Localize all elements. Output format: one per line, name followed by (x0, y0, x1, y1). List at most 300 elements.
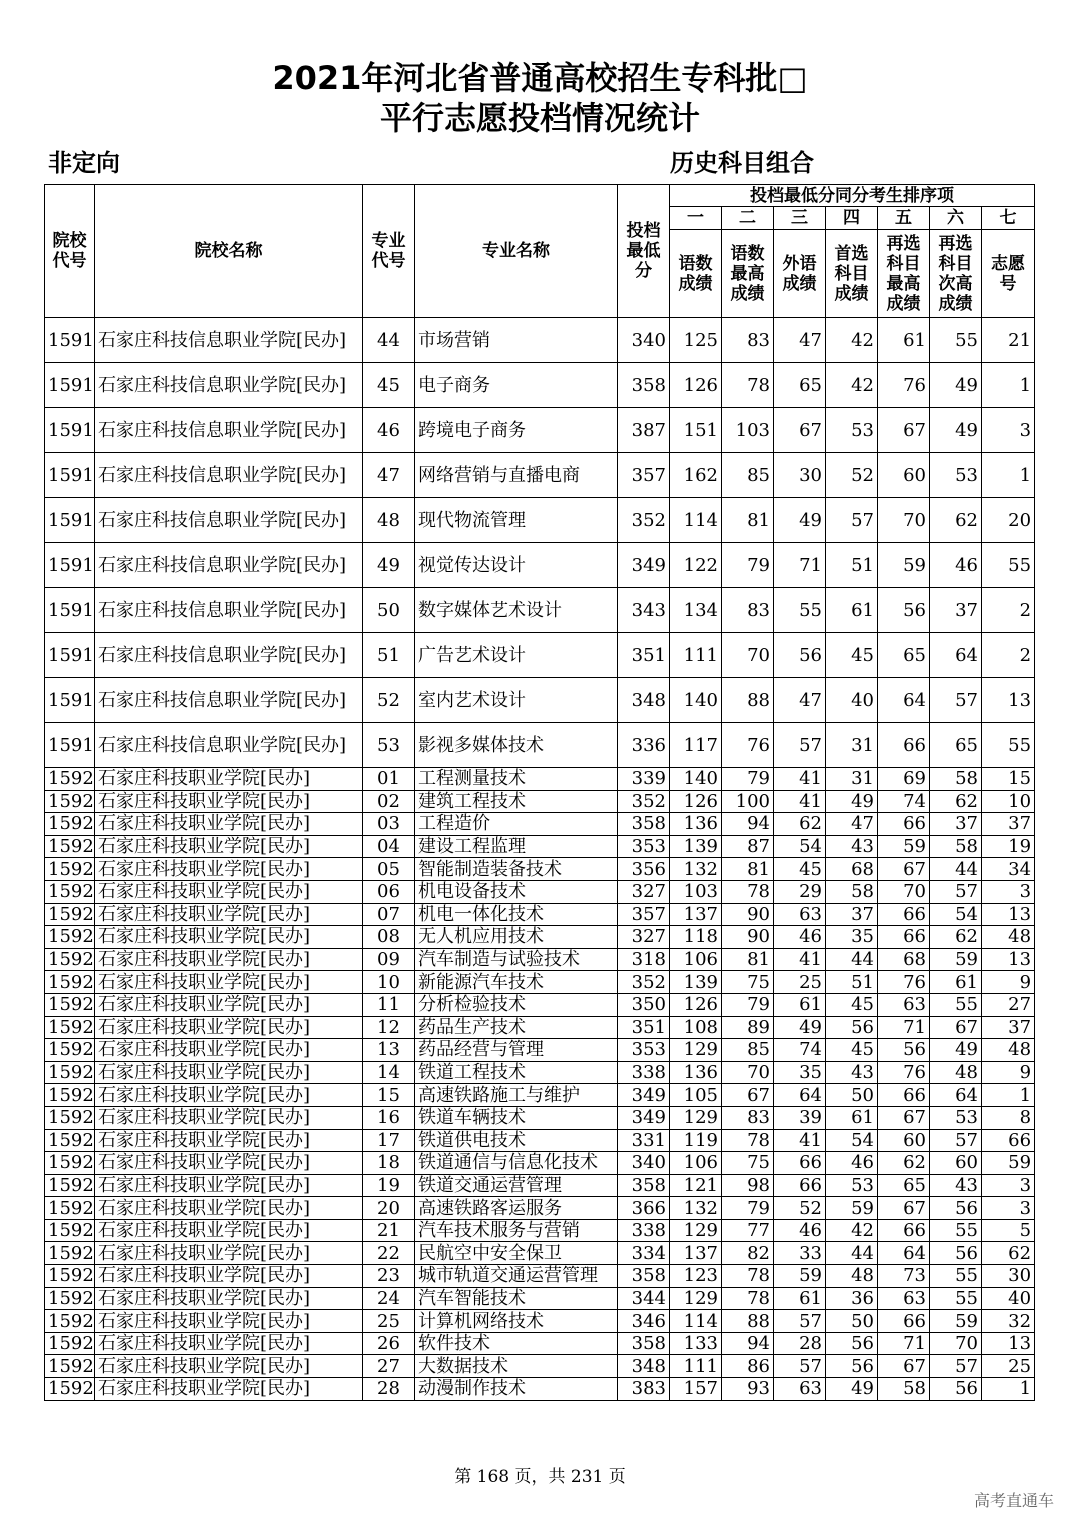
table-row (45, 1016, 1035, 1039)
cell-chinese-math: 114 (670, 498, 722, 543)
cell-second-subject-max: 76 (878, 971, 930, 994)
cell-foreign-language: 30 (774, 453, 826, 498)
cell-min-score: 344 (618, 1287, 670, 1310)
cell-min-score: 358 (618, 1332, 670, 1355)
cell-foreign-language: 49 (774, 498, 826, 543)
cell-first-subject: 54 (826, 1129, 878, 1152)
cell-first-subject: 56 (826, 1355, 878, 1378)
cell-school-code: 1592 (45, 1197, 95, 1220)
cell-chinese-math-max: 79 (722, 543, 774, 588)
cell-foreign-language: 46 (774, 926, 826, 949)
table-row (45, 768, 1035, 791)
cell-foreign-language: 52 (774, 1197, 826, 1220)
cell-preference-no: 13 (982, 948, 1035, 971)
cell-preference-no: 15 (982, 768, 1035, 791)
cell-school-name: 石家庄科技信息职业学院[民办] (95, 588, 363, 633)
cell-foreign-language: 63 (774, 1378, 826, 1401)
cell-foreign-language: 45 (774, 858, 826, 881)
cell-first-subject: 35 (826, 926, 878, 949)
table-row (45, 1197, 1035, 1220)
cell-foreign-language: 74 (774, 1039, 826, 1062)
cell-second-subject-next: 37 (930, 588, 982, 633)
cell-school-code: 1592 (45, 835, 95, 858)
cell-first-subject: 56 (826, 1016, 878, 1039)
cell-school-code: 1592 (45, 926, 95, 949)
cell-min-score: 338 (618, 1219, 670, 1242)
cell-chinese-math-max: 86 (722, 1355, 774, 1378)
cell-foreign-language: 39 (774, 1106, 826, 1129)
cell-major-name: 无人机应用技术 (415, 926, 618, 949)
cell-foreign-language: 54 (774, 835, 826, 858)
cell-preference-no: 34 (982, 858, 1035, 881)
cell-first-subject: 43 (826, 1061, 878, 1084)
cell-first-subject: 31 (826, 768, 878, 791)
cell-chinese-math-max: 83 (722, 1106, 774, 1129)
cell-school-code: 1592 (45, 1287, 95, 1310)
cell-school-code: 1592 (45, 1152, 95, 1175)
cell-major-code: 19 (363, 1174, 415, 1197)
cell-second-subject-max: 66 (878, 813, 930, 836)
cell-first-subject: 42 (826, 1219, 878, 1242)
cell-second-subject-max: 66 (878, 926, 930, 949)
cell-major-name: 城市轨道交通运营管理 (415, 1265, 618, 1288)
cell-chinese-math-max: 70 (722, 1061, 774, 1084)
cell-second-subject-max: 67 (878, 408, 930, 453)
cell-chinese-math: 111 (670, 633, 722, 678)
cell-first-subject: 51 (826, 543, 878, 588)
cell-second-subject-next: 55 (930, 1265, 982, 1288)
cell-foreign-language: 61 (774, 1287, 826, 1310)
cell-school-code: 1592 (45, 1084, 95, 1107)
cell-chinese-math: 108 (670, 1016, 722, 1039)
cell-school-code: 1592 (45, 1265, 95, 1288)
cell-first-subject: 40 (826, 678, 878, 723)
cell-chinese-math-max: 100 (722, 790, 774, 813)
cell-chinese-math-max: 75 (722, 1152, 774, 1175)
cell-foreign-language: 47 (774, 318, 826, 363)
cell-preference-no: 30 (982, 1265, 1035, 1288)
cell-first-subject: 36 (826, 1287, 878, 1310)
cell-first-subject: 56 (826, 1332, 878, 1355)
cell-chinese-math: 111 (670, 1355, 722, 1378)
cell-school-code: 1591 (45, 453, 95, 498)
cell-min-score: 358 (618, 1174, 670, 1197)
cell-major-code: 51 (363, 633, 415, 678)
cell-school-name: 石家庄科技职业学院[民办] (95, 1332, 363, 1355)
cell-chinese-math-max: 85 (722, 453, 774, 498)
cell-second-subject-max: 66 (878, 1219, 930, 1242)
cell-major-code: 02 (363, 790, 415, 813)
cell-first-subject: 61 (826, 1106, 878, 1129)
cell-chinese-math-max: 77 (722, 1219, 774, 1242)
cell-chinese-math: 114 (670, 1310, 722, 1333)
cell-min-score: 349 (618, 543, 670, 588)
cell-major-code: 28 (363, 1378, 415, 1401)
category-label: 非定向 (48, 149, 120, 177)
cell-chinese-math: 133 (670, 1332, 722, 1355)
cell-chinese-math-max: 85 (722, 1039, 774, 1062)
cell-foreign-language: 56 (774, 633, 826, 678)
cell-preference-no: 21 (982, 318, 1035, 363)
table-row (45, 971, 1035, 994)
cell-school-name: 石家庄科技职业学院[民办] (95, 926, 363, 949)
table-header (45, 185, 1035, 318)
cell-major-name: 智能制造装备技术 (415, 858, 618, 881)
cell-major-code: 26 (363, 1332, 415, 1355)
cell-second-subject-next: 49 (930, 408, 982, 453)
cell-min-score: 358 (618, 1265, 670, 1288)
header-order-num: 七 (982, 207, 1035, 230)
cell-chinese-math-max: 83 (722, 588, 774, 633)
cell-second-subject-next: 64 (930, 1084, 982, 1107)
cell-preference-no: 1 (982, 1084, 1035, 1107)
cell-second-subject-next: 53 (930, 453, 982, 498)
cell-major-name: 汽车技术服务与营销 (415, 1219, 618, 1242)
table-row (45, 1084, 1035, 1107)
cell-min-score: 318 (618, 948, 670, 971)
cell-chinese-math-max: 98 (722, 1174, 774, 1197)
cell-chinese-math: 105 (670, 1084, 722, 1107)
cell-chinese-math-max: 78 (722, 1129, 774, 1152)
cell-second-subject-next: 60 (930, 1152, 982, 1175)
cell-school-name: 石家庄科技信息职业学院[民办] (95, 318, 363, 363)
cell-school-name: 石家庄科技职业学院[民办] (95, 1016, 363, 1039)
cell-school-code: 1592 (45, 993, 95, 1016)
cell-second-subject-max: 67 (878, 1106, 930, 1129)
cell-major-name: 网络营销与直播电商 (415, 453, 618, 498)
table-row (45, 790, 1035, 813)
admission-table (44, 184, 1035, 1401)
cell-major-name: 高速铁路客运服务 (415, 1197, 618, 1220)
cell-chinese-math-max: 82 (722, 1242, 774, 1265)
cell-chinese-math: 106 (670, 948, 722, 971)
cell-first-subject: 45 (826, 1039, 878, 1062)
cell-major-code: 44 (363, 318, 415, 363)
cell-school-code: 1591 (45, 723, 95, 768)
table-row (45, 363, 1035, 408)
cell-school-code: 1592 (45, 971, 95, 994)
cell-chinese-math: 103 (670, 880, 722, 903)
cell-first-subject: 50 (826, 1310, 878, 1333)
cell-major-code: 22 (363, 1242, 415, 1265)
cell-foreign-language: 59 (774, 1265, 826, 1288)
cell-first-subject: 68 (826, 858, 878, 881)
cell-foreign-language: 57 (774, 723, 826, 768)
cell-major-code: 45 (363, 363, 415, 408)
cell-foreign-language: 67 (774, 408, 826, 453)
cell-first-subject: 52 (826, 453, 878, 498)
cell-major-code: 25 (363, 1310, 415, 1333)
cell-chinese-math: 122 (670, 543, 722, 588)
cell-chinese-math-max: 81 (722, 498, 774, 543)
cell-second-subject-max: 70 (878, 880, 930, 903)
cell-school-code: 1592 (45, 1174, 95, 1197)
header-subcol: 再选科目最高成绩 (878, 230, 930, 318)
cell-second-subject-max: 56 (878, 1039, 930, 1062)
cell-min-score: 336 (618, 723, 670, 768)
cell-chinese-math: 121 (670, 1174, 722, 1197)
cell-foreign-language: 41 (774, 768, 826, 791)
cell-second-subject-max: 60 (878, 1129, 930, 1152)
cell-second-subject-max: 68 (878, 948, 930, 971)
cell-major-name: 药品经营与管理 (415, 1039, 618, 1062)
header-subcol: 志愿号 (982, 230, 1035, 318)
table-row (45, 858, 1035, 881)
cell-chinese-math: 129 (670, 1287, 722, 1310)
cell-school-name: 石家庄科技职业学院[民办] (95, 790, 363, 813)
table-row (45, 835, 1035, 858)
cell-second-subject-max: 67 (878, 858, 930, 881)
cell-first-subject: 59 (826, 1197, 878, 1220)
cell-preference-no: 13 (982, 1332, 1035, 1355)
cell-school-name: 石家庄科技职业学院[民办] (95, 1106, 363, 1129)
table-row (45, 1219, 1035, 1242)
cell-first-subject: 58 (826, 880, 878, 903)
cell-chinese-math-max: 79 (722, 1197, 774, 1220)
cell-chinese-math: 151 (670, 408, 722, 453)
cell-chinese-math: 118 (670, 926, 722, 949)
cell-chinese-math-max: 88 (722, 678, 774, 723)
cell-second-subject-max: 66 (878, 1084, 930, 1107)
cell-major-code: 13 (363, 1039, 415, 1062)
header-tie-group: 投档最低分同分考生排序项 (670, 185, 1035, 207)
cell-preference-no: 9 (982, 1061, 1035, 1084)
cell-preference-no: 40 (982, 1287, 1035, 1310)
cell-chinese-math: 157 (670, 1378, 722, 1401)
cell-school-name: 石家庄科技职业学院[民办] (95, 1219, 363, 1242)
cell-preference-no: 13 (982, 903, 1035, 926)
cell-second-subject-max: 63 (878, 1287, 930, 1310)
cell-min-score: 334 (618, 1242, 670, 1265)
header-order-num: 三 (774, 207, 826, 230)
cell-preference-no: 2 (982, 588, 1035, 633)
cell-second-subject-next: 62 (930, 926, 982, 949)
cell-second-subject-next: 49 (930, 363, 982, 408)
cell-foreign-language: 62 (774, 813, 826, 836)
cell-major-code: 21 (363, 1219, 415, 1242)
cell-second-subject-next: 46 (930, 543, 982, 588)
cell-foreign-language: 49 (774, 1016, 826, 1039)
cell-chinese-math: 106 (670, 1152, 722, 1175)
table-row (45, 723, 1035, 768)
cell-school-name: 石家庄科技职业学院[民办] (95, 768, 363, 791)
cell-first-subject: 42 (826, 363, 878, 408)
cell-first-subject: 57 (826, 498, 878, 543)
cell-first-subject: 49 (826, 790, 878, 813)
cell-major-name: 铁道车辆技术 (415, 1106, 618, 1129)
table-row (45, 903, 1035, 926)
cell-chinese-math-max: 78 (722, 1265, 774, 1288)
cell-major-name: 室内艺术设计 (415, 678, 618, 723)
cell-school-name: 石家庄科技职业学院[民办] (95, 1378, 363, 1401)
cell-preference-no: 3 (982, 880, 1035, 903)
cell-school-name: 石家庄科技职业学院[民办] (95, 903, 363, 926)
cell-min-score: 349 (618, 1106, 670, 1129)
cell-preference-no: 20 (982, 498, 1035, 543)
cell-major-name: 建设工程监理 (415, 835, 618, 858)
cell-chinese-math-max: 94 (722, 813, 774, 836)
cell-second-subject-next: 65 (930, 723, 982, 768)
cell-major-name: 市场营销 (415, 318, 618, 363)
cell-preference-no: 55 (982, 543, 1035, 588)
cell-preference-no: 37 (982, 1016, 1035, 1039)
cell-chinese-math: 125 (670, 318, 722, 363)
subject-group-label: 历史科目组合 (670, 149, 814, 177)
cell-second-subject-max: 62 (878, 1152, 930, 1175)
cell-preference-no: 32 (982, 1310, 1035, 1333)
cell-chinese-math: 136 (670, 1061, 722, 1084)
header-major-name: 专业名称 (415, 185, 618, 318)
cell-major-code: 11 (363, 993, 415, 1016)
table-row (45, 1242, 1035, 1265)
cell-foreign-language: 33 (774, 1242, 826, 1265)
cell-chinese-math-max: 94 (722, 1332, 774, 1355)
cell-second-subject-max: 71 (878, 1016, 930, 1039)
cell-major-name: 汽车制造与试验技术 (415, 948, 618, 971)
cell-first-subject: 47 (826, 813, 878, 836)
cell-min-score: 340 (618, 318, 670, 363)
cell-min-score: 357 (618, 453, 670, 498)
cell-preference-no: 13 (982, 678, 1035, 723)
cell-school-name: 石家庄科技职业学院[民办] (95, 835, 363, 858)
cell-first-subject: 51 (826, 971, 878, 994)
cell-second-subject-next: 56 (930, 1197, 982, 1220)
cell-second-subject-max: 66 (878, 723, 930, 768)
table-row (45, 1152, 1035, 1175)
cell-foreign-language: 66 (774, 1174, 826, 1197)
cell-major-name: 民航空中安全保卫 (415, 1242, 618, 1265)
cell-school-code: 1592 (45, 1378, 95, 1401)
table-row (45, 1355, 1035, 1378)
cell-major-code: 18 (363, 1152, 415, 1175)
table-row (45, 1039, 1035, 1062)
cell-school-code: 1592 (45, 1129, 95, 1152)
cell-major-code: 49 (363, 543, 415, 588)
cell-min-score: 331 (618, 1129, 670, 1152)
cell-major-name: 铁道供电技术 (415, 1129, 618, 1152)
header-order-num: 四 (826, 207, 878, 230)
cell-preference-no: 27 (982, 993, 1035, 1016)
cell-foreign-language: 47 (774, 678, 826, 723)
cell-school-name: 石家庄科技职业学院[民办] (95, 1084, 363, 1107)
cell-preference-no: 48 (982, 1039, 1035, 1062)
cell-chinese-math: 136 (670, 813, 722, 836)
cell-school-name: 石家庄科技职业学院[民办] (95, 1061, 363, 1084)
cell-foreign-language: 64 (774, 1084, 826, 1107)
cell-second-subject-max: 59 (878, 835, 930, 858)
cell-chinese-math: 117 (670, 723, 722, 768)
cell-school-code: 1591 (45, 633, 95, 678)
table-body (45, 318, 1035, 1401)
page-footer: 第 168 页，共 231 页 (454, 1467, 626, 1487)
cell-chinese-math-max: 70 (722, 633, 774, 678)
table-row (45, 498, 1035, 543)
cell-second-subject-next: 55 (930, 318, 982, 363)
cell-school-name: 石家庄科技职业学院[民办] (95, 1174, 363, 1197)
cell-chinese-math-max: 79 (722, 993, 774, 1016)
cell-second-subject-next: 54 (930, 903, 982, 926)
cell-first-subject: 53 (826, 1174, 878, 1197)
table-row (45, 1174, 1035, 1197)
cell-second-subject-next: 57 (930, 880, 982, 903)
table-row (45, 1106, 1035, 1129)
cell-second-subject-next: 67 (930, 1016, 982, 1039)
cell-school-code: 1591 (45, 678, 95, 723)
cell-school-code: 1592 (45, 1016, 95, 1039)
cell-min-score: 351 (618, 1016, 670, 1039)
cell-major-code: 15 (363, 1084, 415, 1107)
cell-chinese-math-max: 89 (722, 1016, 774, 1039)
cell-major-name: 影视多媒体技术 (415, 723, 618, 768)
cell-chinese-math: 162 (670, 453, 722, 498)
cell-min-score: 351 (618, 633, 670, 678)
cell-min-score: 350 (618, 993, 670, 1016)
cell-preference-no: 25 (982, 1355, 1035, 1378)
cell-chinese-math-max: 75 (722, 971, 774, 994)
cell-major-name: 铁道交通运营管理 (415, 1174, 618, 1197)
cell-second-subject-next: 57 (930, 678, 982, 723)
cell-first-subject: 37 (826, 903, 878, 926)
cell-min-score: 356 (618, 858, 670, 881)
cell-major-code: 53 (363, 723, 415, 768)
cell-min-score: 339 (618, 768, 670, 791)
cell-min-score: 357 (618, 903, 670, 926)
cell-second-subject-max: 73 (878, 1265, 930, 1288)
cell-major-code: 04 (363, 835, 415, 858)
cell-second-subject-max: 60 (878, 453, 930, 498)
cell-preference-no: 55 (982, 723, 1035, 768)
cell-foreign-language: 35 (774, 1061, 826, 1084)
cell-school-code: 1592 (45, 858, 95, 881)
cell-second-subject-next: 56 (930, 1242, 982, 1265)
cell-first-subject: 44 (826, 948, 878, 971)
cell-major-code: 48 (363, 498, 415, 543)
cell-second-subject-max: 64 (878, 678, 930, 723)
cell-second-subject-next: 56 (930, 1378, 982, 1401)
cell-major-name: 建筑工程技术 (415, 790, 618, 813)
cell-chinese-math: 139 (670, 971, 722, 994)
table-row (45, 543, 1035, 588)
cell-chinese-math-max: 87 (722, 835, 774, 858)
header-subcol: 外语成绩 (774, 230, 826, 318)
table-row (45, 948, 1035, 971)
cell-min-score: 340 (618, 1152, 670, 1175)
table-row (45, 880, 1035, 903)
cell-chinese-math-max: 103 (722, 408, 774, 453)
cell-foreign-language: 28 (774, 1332, 826, 1355)
cell-first-subject: 48 (826, 1265, 878, 1288)
table-row (45, 1061, 1035, 1084)
cell-major-code: 05 (363, 858, 415, 881)
cell-chinese-math: 126 (670, 993, 722, 1016)
cell-first-subject: 42 (826, 318, 878, 363)
cell-min-score: 352 (618, 498, 670, 543)
cell-chinese-math-max: 88 (722, 1310, 774, 1333)
cell-preference-no: 8 (982, 1106, 1035, 1129)
cell-second-subject-max: 66 (878, 903, 930, 926)
cell-school-code: 1591 (45, 498, 95, 543)
cell-first-subject: 45 (826, 633, 878, 678)
table-row (45, 926, 1035, 949)
cell-foreign-language: 63 (774, 903, 826, 926)
cell-school-code: 1592 (45, 880, 95, 903)
cell-second-subject-max: 67 (878, 1355, 930, 1378)
cell-chinese-math: 119 (670, 1129, 722, 1152)
cell-first-subject: 31 (826, 723, 878, 768)
cell-min-score: 387 (618, 408, 670, 453)
cell-major-code: 06 (363, 880, 415, 903)
table-row (45, 318, 1035, 363)
